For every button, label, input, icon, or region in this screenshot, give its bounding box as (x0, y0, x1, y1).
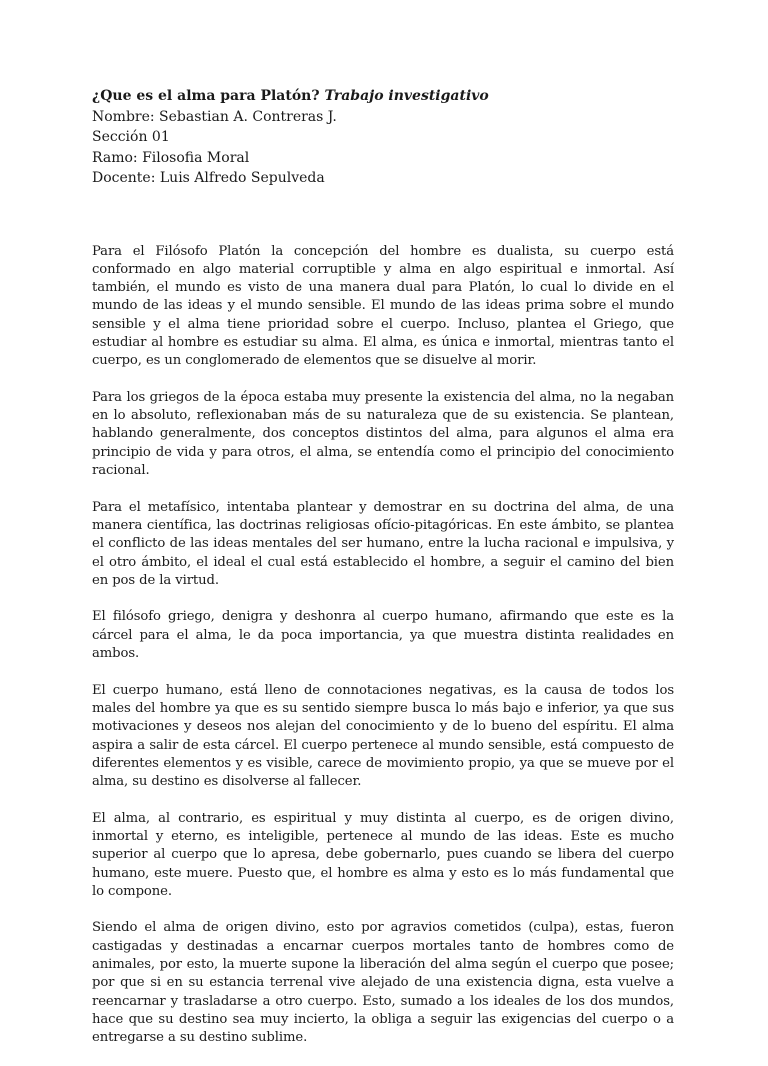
author-name: Nombre: Sebastian A. Contreras J. (92, 108, 337, 125)
course-branch: Ramo: Filosofia Moral (92, 149, 250, 166)
paragraph: El cuerpo humano, está lleno de connotaciones negativas, es la causa de todos los males del hombre ya que es su sentido siempre busca lo más bajo e inferior, ya que sus motivaciones y deseos nos alejan del conocimiento y de lo bueno del espíritu. El alma aspira a salir de esta cárcel. El cuerpo pertenece al mundo sensible, está compuesto de diferentes elementos y es visible, carece de movimiento propio, ya que se mueve por el alma, su destino es disolverse al fallecer. (92, 682, 674, 790)
document-page (92, 86, 674, 1066)
paragraph: Para el Filósofo Platón la concepción del hombre es dualista, su cuerpo está conformado en algo material corruptible y alma en algo espiritual e inmortal. Así también, el mundo es visto de una manera dual para Platón, lo cual lo divide en el mundo de las ideas y el mundo sensible. El mundo de las ideas prima sobre el mundo sensible y el alma tiene prioridad sobre el cuerpo. Incluso, plantea el Griego, que estudiar al hombre es estudiar su alma. El alma, es única e inmortal, mientras tanto el cuerpo, es un conglomerado de elementos que se disuelve al morir. (92, 243, 674, 369)
paragraph: Para el metafísico, intentaba plantear y demostrar en su doctrina del alma, de una manera científica, las doctrinas religiosas ofício-pitagóricas. En este ámbito, se plantea el conflicto de las ideas mentales del ser humano, entre la lucha racional e impulsiva, y el otro ámbito, el ideal el cual está establecido el hombre, a seguir el camino del bien en pos de la virtud. (92, 499, 674, 588)
document-body (92, 243, 674, 1048)
teacher-name: Docente: Luis Alfredo Sepulveda (92, 170, 325, 186)
paragraph: Siendo el alma de origen divino, esto por agravios cometidos (culpa), estas, fueron castigadas y destinadas a encarnar cuerpos mortales tanto de hombres como de animales, por esto, la muerte supone la liberación del alma según el cuerpo que posee; por que si en su estancia terrenal vive alejado de una existencia digna, esta vuelve a reencarnar y trasladarse a otro cuerpo. Esto, sumado a los ideales de los dos mundos, hace que su destino sea muy incierto, la obliga a seguir las exigencias del cuerpo o a entregarse a su destino sublime. (92, 920, 674, 1046)
document-subtitle: Trabajo investigativo (324, 88, 489, 104)
paragraph: El alma, al contrario, es espiritual y muy distinta al cuerpo, es de origen divino, inmortal y eterno, es inteligible, pertenece al mundo de las ideas. Este es mucho superior al cuerpo que lo apresa, debe gobernarlo, pues cuando se libera del cuerpo humano, este muere. Puesto que, el hombre es alma y esto es lo más fundamental que lo compone. (92, 810, 674, 899)
document-title-line (92, 86, 674, 107)
section-number: Sección 01 (92, 129, 170, 145)
paragraph: Para los griegos de la época estaba muy presente la existencia del alma, no la negaban en lo absoluto, reflexionaban más de su naturaleza que de su existencia. Se plantean, hablando generalmente, dos conceptos distintos del alma, para algunos el alma era principio de vida y para otros, el alma, se entendía como el principio del conocimiento racional. (92, 389, 674, 479)
document-header (92, 86, 674, 189)
document-title: ¿Que es el alma para Platón? (92, 88, 320, 104)
paragraph: El filósofo griego, denigra y deshonra al cuerpo humano, afirmando que este es la cárcel para el alma, le da poca importancia, ya que muestra distinta realidades en ambos. (92, 609, 674, 662)
